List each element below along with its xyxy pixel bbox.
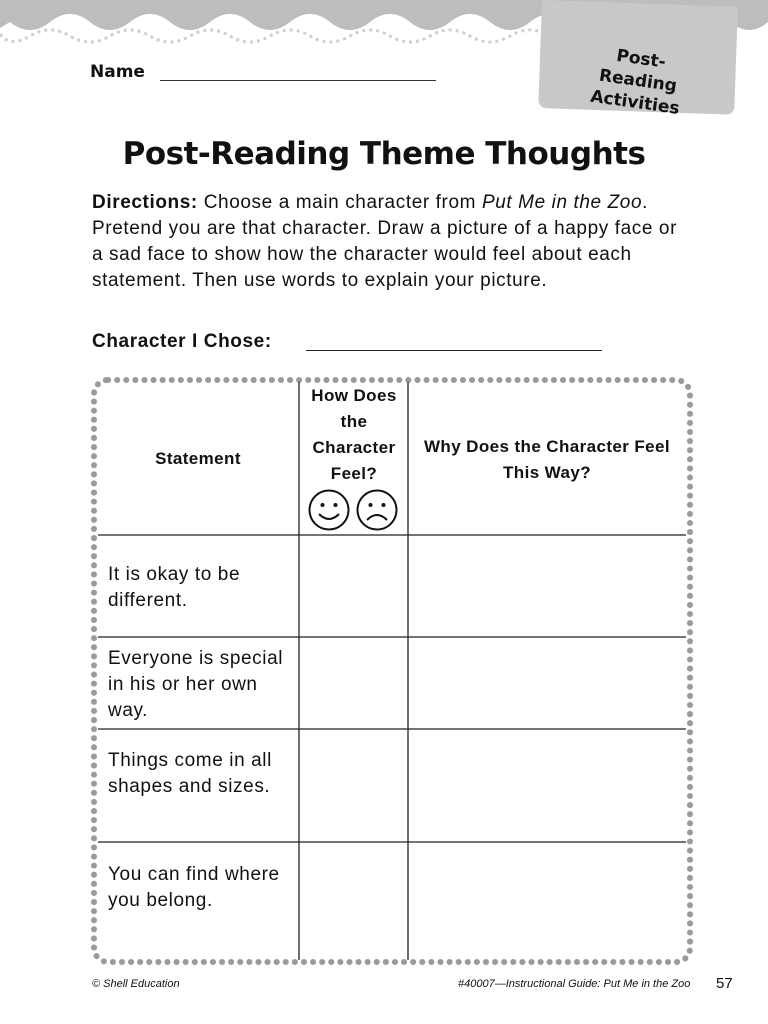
header-why: Why Does the Character Feel This Way? xyxy=(423,437,671,482)
page-number: 57 xyxy=(716,975,733,992)
footer-copyright: © Shell Education xyxy=(92,978,180,990)
directions-label: Directions: xyxy=(92,192,198,213)
footer-guide-title: #40007—Instructional Guide: Put Me in the Zoo xyxy=(458,978,691,990)
character-label: Character I Chose: xyxy=(92,331,272,352)
character-field-line[interactable] xyxy=(306,350,602,351)
statement-row-3: Things come in all shapes and sizes. xyxy=(108,750,272,797)
statement-row-4: You can find where you belong. xyxy=(108,864,280,911)
header-statement: Statement xyxy=(155,449,241,468)
directions-text xyxy=(92,190,692,294)
sad-face-icon xyxy=(355,488,399,532)
section-tab-label: Post-Reading Activities xyxy=(589,45,681,119)
book-title: Put Me in the Zoo xyxy=(481,192,643,213)
statement-row-1: It is okay to be different. xyxy=(108,564,241,611)
directions-text-2: . Pretend you are that character. Draw a picture of a happy face or a sad face to show how the character would feel about each statement. Then use words to explain your picture. xyxy=(92,192,678,291)
statement-row-2: Everyone is special in his or her own way. xyxy=(108,648,284,721)
name-label: Name xyxy=(90,62,145,82)
name-field-line[interactable] xyxy=(160,80,436,81)
page-title: Post-Reading Theme Thoughts xyxy=(122,136,646,172)
smiley-face-icon xyxy=(307,488,351,532)
header-how: How Does the Character Feel? xyxy=(311,386,397,483)
directions-text-1: Choose a main character from xyxy=(197,192,482,213)
